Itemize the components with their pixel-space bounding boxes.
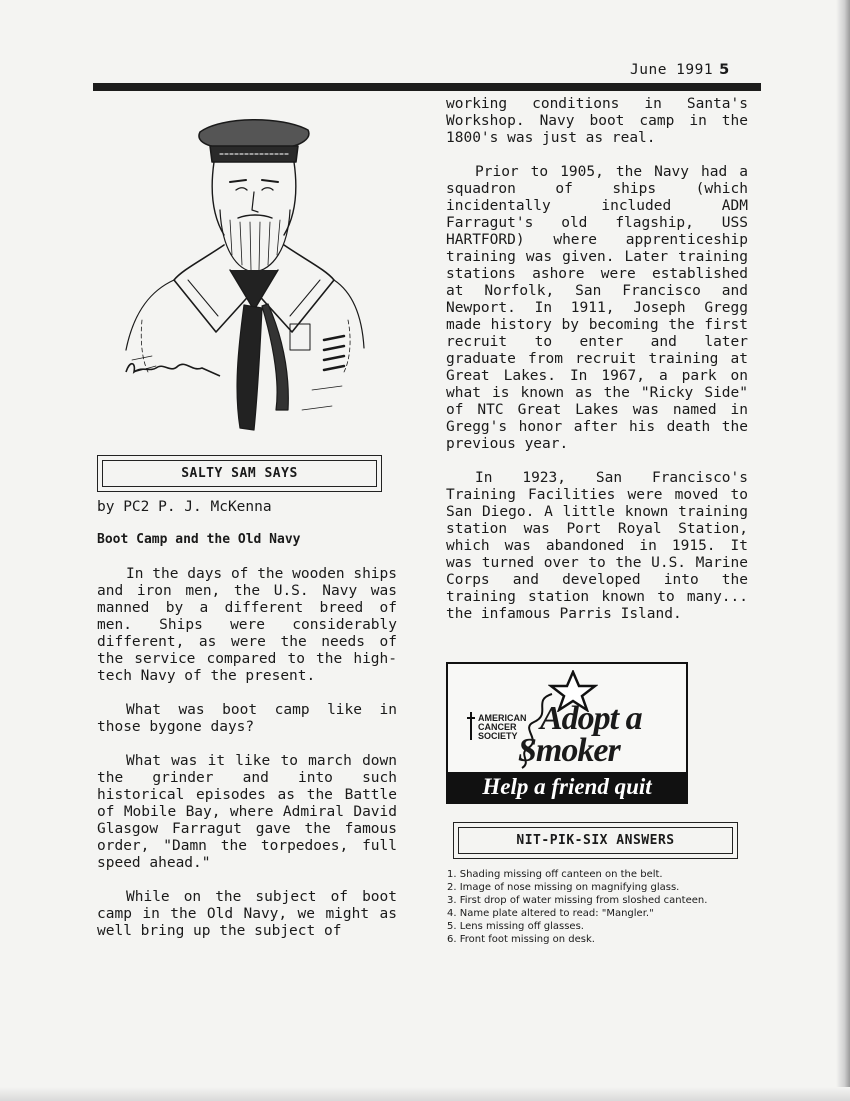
- answers-list: [447, 868, 754, 946]
- issue-date: June 1991: [630, 62, 714, 78]
- list-item: 5. Lens missing off glasses.: [447, 921, 584, 932]
- artist-signature: [126, 364, 220, 376]
- cancer-society-logo: AMERICAN CANCER SOCIETY: [478, 713, 527, 741]
- article-left-column: [97, 566, 397, 957]
- ad-headline-adopt: Adopt a: [540, 700, 642, 737]
- page-header: [630, 62, 730, 78]
- list-item: 1. Shading missing off canteen on the belt.: [447, 869, 663, 880]
- list-item: 4. Name plate altered to read: "Mangler.": [447, 908, 654, 919]
- column-title-box: [97, 455, 382, 492]
- paragraph-continuation: working conditions in Santa's Workshop. Navy boot camp in the 1800's was just as real.: [446, 96, 748, 146]
- ad-headline-smoker: Smoker: [518, 732, 620, 769]
- column-title: SALTY SAM SAYS: [102, 460, 377, 487]
- list-item: 2. Image of nose missing on magnifying glass.: [447, 882, 680, 893]
- paragraph: What was it like to march down the grinder and into such historical episodes as the Battle of Mobile Bay, where Admiral David Glasgow Farragut gave the famous order, "Damn the torpedoes, full speed ahead.": [97, 753, 397, 871]
- answers-title-box: [453, 822, 738, 859]
- adopt-a-smoker-ad: [446, 662, 688, 804]
- paragraph: What was boot camp like in those bygone days?: [97, 702, 397, 735]
- paragraph: While on the subject of boot camp in the Old Navy, we might as well bring up the subject of: [97, 889, 397, 939]
- page-bottom-shadow: [0, 1087, 850, 1101]
- paragraph: Prior to 1905, the Navy had a squadron of ships (which incidentally included ADM Farragut's old flagship, USS HARTFORD) where apprenticeship training was given. Later training stations ashore were established at Norfolk, San Francisco and Newport. In 1911, Joseph Gregg made history by becoming the first recruit to enter and later graduate from recruit training at Great Lakes. In 1967, a park on what is known as the "Ricky Side" of NTC Great Lakes was named in Gregg's honor after his death the previous year.: [446, 164, 748, 452]
- answers-title: NIT-PIK-SIX ANSWERS: [458, 827, 733, 854]
- cancer-society-sword-icon: [466, 712, 476, 740]
- byline: by PC2 P. J. McKenna: [97, 499, 272, 515]
- article-title: Boot Camp and the Old Navy: [97, 532, 301, 547]
- paragraph: In the days of the wooden ships and iron men, the U.S. Navy was manned by a different breed of men. Ships were considerably different, as were the needs of the service compared to the high-tech Navy of the present.: [97, 566, 397, 684]
- page-number: 5: [719, 62, 730, 78]
- ad-tagline: Help a friend quit: [448, 772, 686, 802]
- list-item: 6. Front foot missing on desk.: [447, 934, 595, 945]
- article-right-column: [446, 96, 748, 640]
- paragraph: In 1923, San Francisco's Training Facilities were moved to San Diego. A little known training station was Port Royal Station, which was abandoned in 1915. It was turned over to the U.S. Marine Corps and developed into the training station known to many... the infamous Parris Island.: [446, 470, 748, 622]
- list-item: 3. First drop of water missing from sloshed canteen.: [447, 895, 708, 906]
- page-edge-shadow: [836, 0, 850, 1101]
- sailor-illustration: [112, 110, 377, 440]
- header-rule: [93, 83, 761, 91]
